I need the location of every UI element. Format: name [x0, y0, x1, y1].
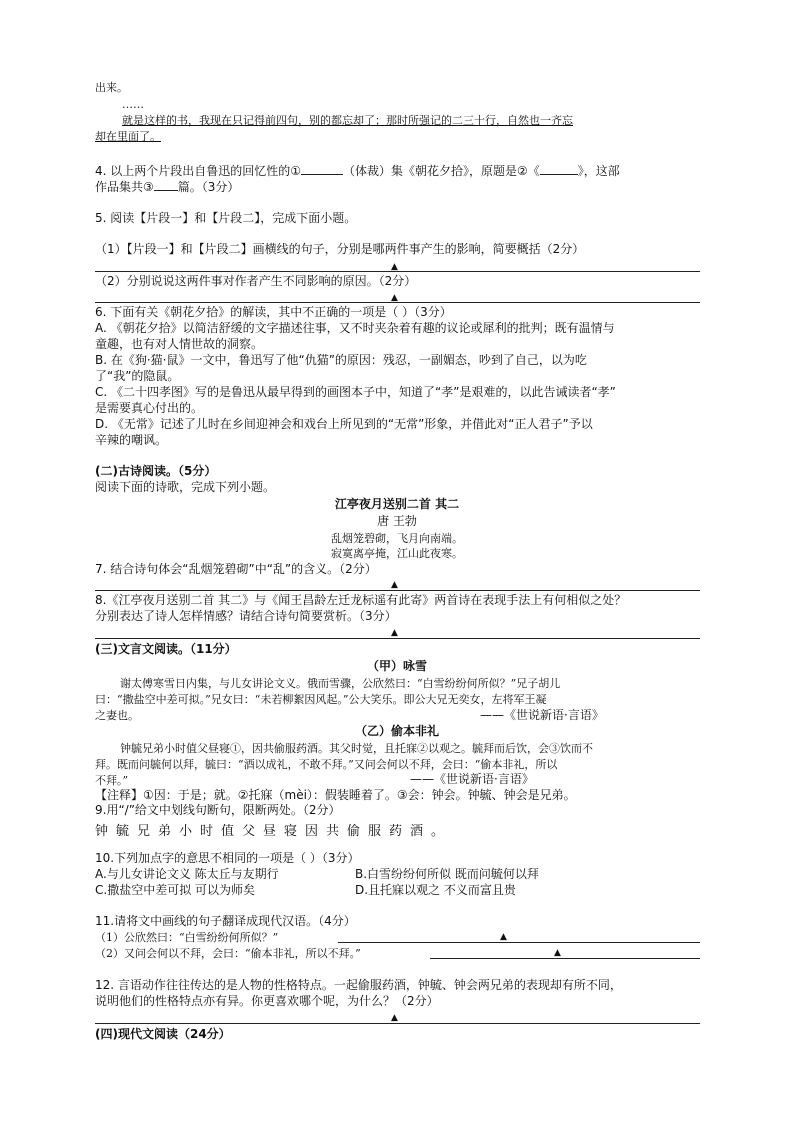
- passage-b-text: 拜。既而问毓何以拜，毓曰：“酒以成礼，不敢不拜。”又问会何以不拜，会曰：“偷本非礼，所以: [95, 758, 558, 771]
- poem-instruction: 阅读下面的诗歌，完成下列小题。: [95, 480, 276, 494]
- question-6-stem: 6. 下面有关《朝花夕拾》的解读，其中不正确的一项是（ ）（3分）: [95, 305, 452, 319]
- question-5-stem: 5. 阅读【片段一】和【片段二】，完成下面小题。: [95, 211, 357, 225]
- answer-blank[interactable]: [540, 163, 578, 175]
- option-b-cont: 了“我”的隐鼠。: [95, 369, 180, 383]
- option-d: D.且托寐以观之 不义而富且贵: [355, 883, 516, 897]
- question-5-sub2: （2）分别说说这两件事对作者产生不同影响的原因。（2分）: [95, 274, 417, 288]
- answer-marker: ▲: [500, 932, 507, 942]
- translate-sentence-1: （1）公欣然曰：“白雪纷纷何所似？”: [95, 931, 279, 944]
- annotation-note: 【注释】①因：于是；就。②托寐（mèi）：假装睡着了。③会：钟会。钟毓、钟会是兄弟。: [95, 788, 576, 802]
- question-8: 8.《江亭夜月送别二首 其二》与《闻王昌龄左迁龙标遥有此寄》两首诗在表现手法上有何相似之处？: [95, 593, 627, 607]
- question-9: 9.用“/”给文中划线句断句，限断两处。（2分）: [95, 803, 341, 817]
- answer-marker: ▲: [391, 580, 398, 590]
- intro-line: 出来。: [95, 81, 128, 94]
- passage-a-source: ——《世说新语·言语》: [480, 708, 604, 722]
- question-4-cont: 作品集共③ 篇。（3分）: [95, 180, 240, 194]
- question-12-cont: 说明他们的性格特点亦有异。你更喜欢哪个呢，为什么？（2分）: [95, 994, 439, 1008]
- question-11-stem: 11.请将文中画线的句子翻译成现代汉语。（4分）: [95, 914, 356, 928]
- answer-marker: ▲: [554, 948, 561, 958]
- option-c: C. 《二十四孝图》写的是鲁迅从最早得到的画图本子中，知道了“孝”是艰难的，以此告诫读者“孝”: [95, 385, 616, 399]
- poem-line: 寂寞离亭掩，江山此夜寒。: [331, 547, 463, 560]
- option-d-cont: 辛辣的嘲讽。: [95, 433, 168, 447]
- answer-marker: ▲: [391, 628, 398, 638]
- question-7: 7. 结合诗句体会“乱烟笼碧砌”中“乱”的含义。（2分）: [95, 562, 377, 576]
- answer-line[interactable]: [95, 302, 700, 303]
- passage-b-text: 钟毓兄弟小时值父昼寝①，因共偷服药酒。其父时觉，且托寐②以观之。毓拜而后饮，会③饮而不: [120, 742, 593, 755]
- poem-author: 唐 王勃: [377, 514, 417, 528]
- answer-line[interactable]: [95, 638, 700, 639]
- question-10-stem: 10.下列加点字的意思不相同的一项是（ ）（3分）: [95, 851, 360, 865]
- question-4: 4. 以上两个片段出自鲁迅的回忆性的① （体裁）集《朝花夕拾》，原题是②《 》，这部: [95, 164, 620, 178]
- intro-ellipsis: ……: [122, 98, 144, 111]
- passage-a-title: （甲）咏雪: [366, 659, 427, 673]
- section-heading-modern: (四)现代文阅读（24分）: [95, 1027, 231, 1041]
- section-heading-classical: (三)文言文阅读。（11分）: [95, 642, 237, 656]
- answer-line[interactable]: [430, 958, 700, 959]
- section-heading-poem: (二)古诗阅读。（5分）: [95, 464, 217, 478]
- answer-blank[interactable]: [154, 179, 178, 191]
- answer-line[interactable]: [95, 1023, 700, 1024]
- question-8-cont: 分别表达了诗人怎样情感？请结合诗句简要赏析。（3分）: [95, 609, 397, 623]
- option-b: B. 在《狗·猫·鼠》一文中，鲁迅写了他“仇猫”的原因：残忍，一副媚态，吵到了自己，以为吃: [95, 353, 587, 367]
- option-a-cont: 童趣，也有对人情世故的洞察。: [95, 337, 264, 351]
- option-a: A. 《朝花夕拾》以简洁舒缓的文字描述往事，又不时夹杂着有趣的议论或犀利的批判；既有温情与: [95, 321, 615, 335]
- passage-a-text: 曰：“撒盐空中差可拟。”兄女曰：“未若柳絮因风起。”公大笑乐。即公大兄无奕女，左将军王凝: [95, 693, 547, 706]
- sentence-to-punctuate: 钟毓兄弟小时值父昼寝因共偷服药酒。: [95, 824, 453, 839]
- answer-blank[interactable]: [301, 163, 343, 175]
- question-12: 12. 言语动作往往传达的是人物的性格特点。一起偷服药酒，钟毓、钟会两兄弟的表现却有所不同，: [95, 978, 622, 992]
- poem-title: 江亭夜月送别二首 其二: [334, 497, 460, 511]
- option-b: B.白雪纷纷何所似 既而问毓何以拜: [355, 867, 539, 881]
- passage-a-text: 谢太傅寒雪日内集，与儿女讲论文义。俄而雪骤，公欣然曰：“白雪纷纷何所似？”兄子胡儿: [120, 677, 561, 690]
- option-c-cont: 是需要真心付出的。: [95, 401, 204, 415]
- passage-b-title: （乙）偷本非礼: [354, 724, 439, 738]
- option-a: A.与儿女讲论文义 陈太丘与友期行: [95, 867, 279, 881]
- question-5-sub1: （1）【片段一】和【片段二】画横线的句子，分别是哪两件事产生的影响，简要概括（2分）: [95, 242, 585, 256]
- answer-line[interactable]: [95, 590, 700, 591]
- passage-a-text: 之妻也。: [95, 709, 139, 722]
- option-d: D. 《无常》记述了儿时在乡间迎神会和戏台上所见到的“无常”形象，并借此对“正人君子”予以: [95, 417, 593, 431]
- poem-line: 乱烟笼碧砌，飞月向南端。: [331, 532, 463, 545]
- passage-b-source: ——《世说新语·言语》: [410, 772, 534, 786]
- answer-marker: ▲: [391, 1013, 398, 1023]
- passage-b-text: 不拜。”: [95, 774, 129, 787]
- answer-line[interactable]: [95, 271, 700, 272]
- option-c: C.撒盐空中差可拟 可以为师矣: [95, 883, 256, 897]
- translate-sentence-2: （2）又问会何以不拜，会曰：“偷本非礼，所以不拜。”: [95, 947, 361, 960]
- answer-marker: ▲: [391, 262, 398, 272]
- intro-underlined-line-end: 却在里面了。: [95, 130, 161, 143]
- intro-underlined-line: 就是这样的书，我现在只记得前四句，别的都忘却了；那时所强记的二三十行，自然也一齐忘: [122, 114, 573, 127]
- answer-line[interactable]: [338, 942, 700, 943]
- answer-marker: ▲: [391, 293, 398, 303]
